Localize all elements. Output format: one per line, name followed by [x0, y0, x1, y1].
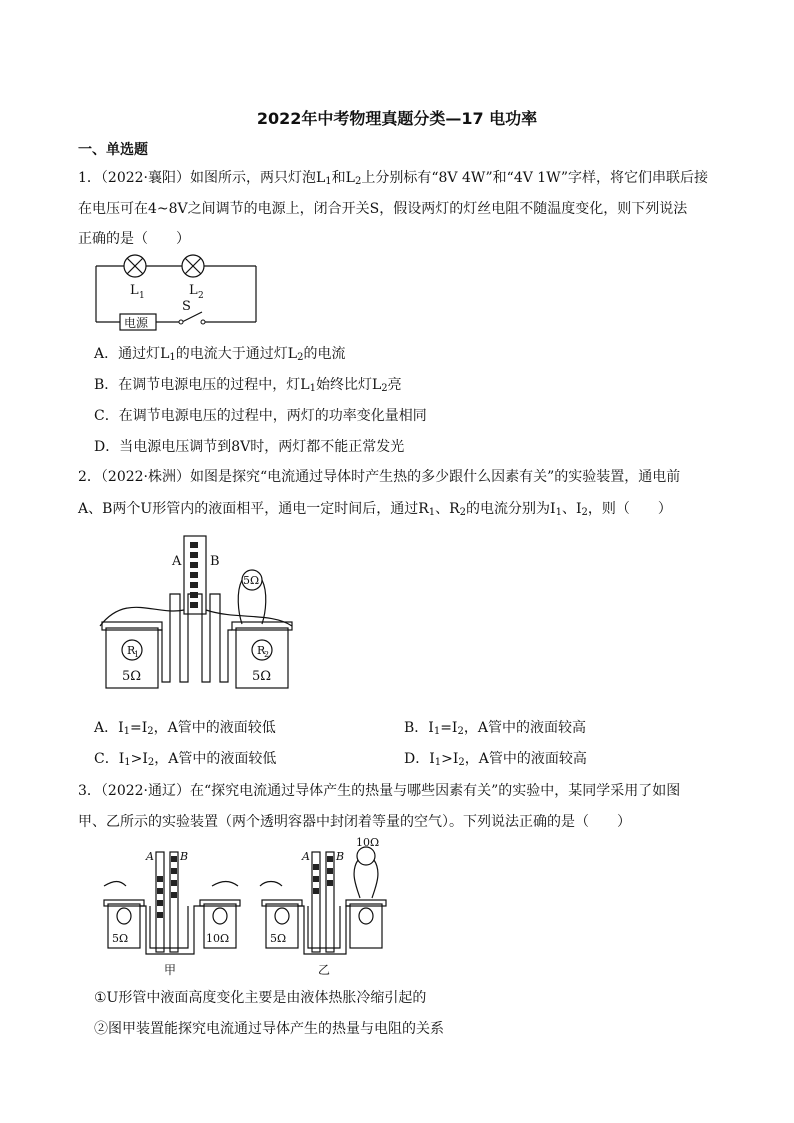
label-tube-a: A [172, 554, 182, 569]
label-right-10ohm: 10Ω [356, 836, 380, 849]
label-power-source: 电源 [124, 316, 149, 330]
caption-jia: 甲 [164, 963, 177, 977]
label-right-resistance: 5Ω [252, 669, 272, 684]
lamp-l1-icon [124, 255, 146, 277]
q3-line2: 甲、乙所示的实验装置（两个透明容器中封闭着等量的空气）。下列说法正确的是（ ） [78, 814, 631, 830]
q2-line2: A、B两个U形管内的液面相平，通电一定时间后，通过$R_1$、$R_2$的电流分别为$I_1$、$I_2$，则（ ） [78, 501, 672, 518]
page-title: 2022年中考物理真题分类—17 电功率 [256, 109, 538, 128]
q1-line1: 1．（2022·襄阳）如图所示，两只灯泡$L_1$和$L_2$上分别标有“8V 4W”和“4V 1W”字样，将它们串联后接 [78, 170, 709, 187]
q1-line2: 在电压可在4~8V之间调节的电源上，闭合开关S，假设两灯的灯丝电阻不随温度变化，则下列说法 [78, 201, 688, 217]
q1-line3: 正确的是（ ） [78, 231, 190, 247]
label-right-5ohm: 5Ω [270, 932, 287, 945]
caption-yi: 乙 [318, 963, 331, 977]
label-tube-a-left: A [146, 850, 154, 863]
svg-text:2: 2 [264, 650, 270, 659]
q2-option-d: D．$I_1>I_2$，A管中的液面较高 [404, 751, 587, 768]
q2-line1: 2．（2022·株洲）如图是探究“电流通过导体时产生热的多少跟什么因素有关”的实验装置，通电前 [78, 469, 681, 485]
label-tube-a-right: A [302, 850, 310, 863]
label-l2: L [189, 283, 198, 298]
q3-line1: 3．（2022·通辽）在“探究电流通过导体产生的热量与哪些因素有关”的实验中，某同学采用了如图 [78, 783, 681, 799]
label-switch: S [182, 299, 191, 314]
q2-option-b: B．$I_1=I_2$，A管中的液面较高 [404, 720, 586, 737]
q2-option-a: A．$I_1=I_2$，A管中的液面较低 [94, 720, 276, 737]
q1-option-b: B．在调节电源电压的过程中，灯$L_1$始终比灯$L_2$亮 [94, 377, 402, 394]
section-heading: 一、单选题 [78, 142, 148, 158]
label-l1: L [130, 283, 139, 298]
label-tube-b: B [210, 554, 220, 569]
svg-text:2: 2 [198, 291, 204, 301]
label-r1: R [127, 644, 136, 657]
label-external-resistor: 5Ω [243, 574, 260, 587]
label-tube-b-right: B [336, 850, 345, 863]
q1-option-a: A．通过灯$L_1$的电流大于通过灯$L_2$的电流 [94, 346, 346, 363]
q2-apparatus-diagram [96, 532, 296, 692]
label-left-5ohm: 5Ω [112, 932, 129, 945]
q1-option-c: C．在调节电源电压的过程中，两灯的功率变化量相同 [94, 408, 427, 424]
label-left-10ohm: 10Ω [206, 932, 230, 945]
svg-text:1: 1 [134, 650, 140, 659]
liquid-column-icon [157, 856, 333, 918]
label-r2: R [257, 644, 266, 657]
label-tube-b-left: B [180, 850, 189, 863]
liquid-column-icon [190, 542, 198, 608]
q3-apparatus-diagram [100, 836, 390, 978]
svg-text:1: 1 [139, 291, 145, 301]
q3-statement-1: ①U形管中液面高度变化主要是由液体热胀冷缩引起的 [94, 990, 427, 1006]
q3-statement-2: ②图甲装置能探究电流通过导体产生的热量与电阻的关系 [94, 1021, 444, 1037]
label-left-resistance: 5Ω [122, 669, 142, 684]
lamp-l2-icon [182, 255, 204, 277]
q1-option-d: D．当电源电压调节到8V时，两灯都不能正常发光 [94, 439, 405, 455]
q2-option-c: C．$I_1>I_2$，A管中的液面较低 [94, 751, 277, 768]
q1-circuit-diagram [94, 254, 258, 334]
